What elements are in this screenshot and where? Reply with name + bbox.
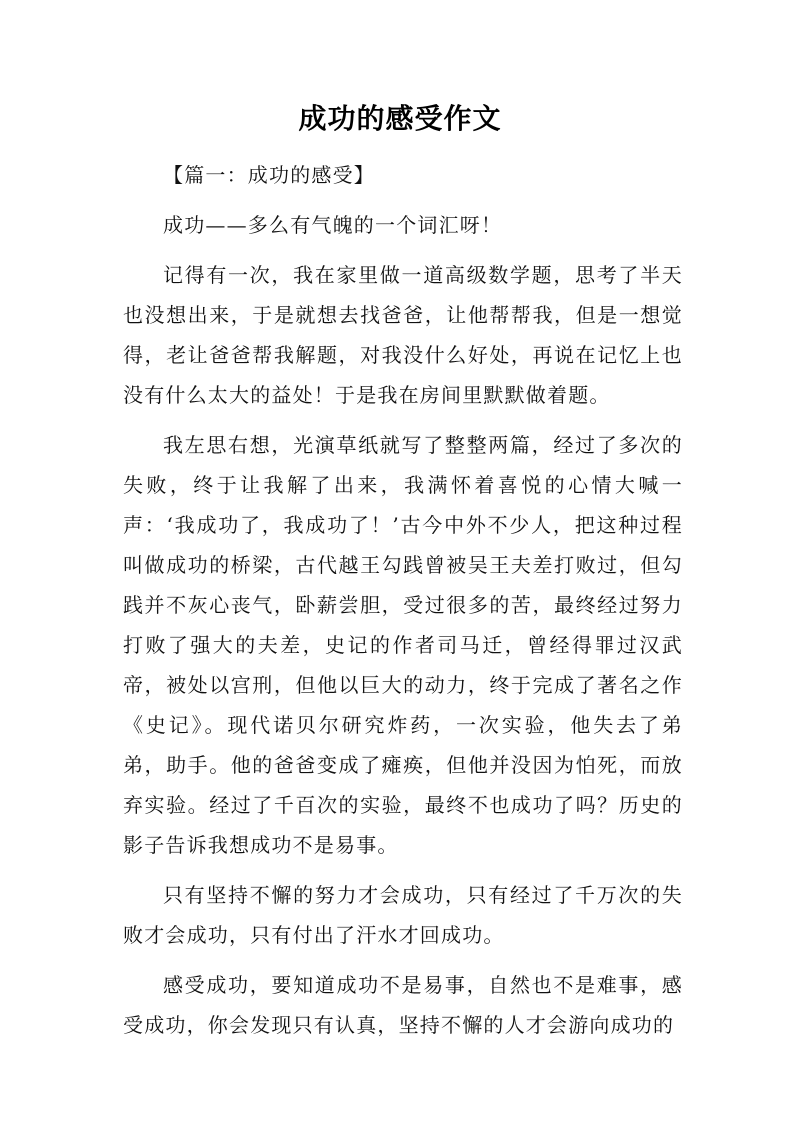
document-title: 成功的感受作文: [298, 102, 502, 135]
paragraph: 感受成功，要知道成功不是易事，自然也不是难事，感受成功，你会发现只有认真，坚持不懈的人才会游向成功的: [123, 973, 683, 1037]
paragraph: 只有坚持不懈的努力才会成功，只有经过了千万次的失败才会成功，只有付出了汗水才回成功。: [123, 883, 683, 947]
paragraph: 成功——多么有气魄的一个词汇呀！: [163, 213, 503, 237]
section-heading: 【篇一：成功的感受】: [163, 163, 375, 187]
document-body: [123, 155, 683, 1055]
paragraph: 我左思右想，光演草纸就写了整整两篇，经过了多次的失败，终于让我解了出来，我满怀着喜悦的心情大喊一声：‘我成功了，我成功了！’古今中外不少人，把这种过程叫做成功的桥梁，古代越王勾践曾被吴王夫差打败过，但勾践并不灰心丧气，卧薪尝胆，受过很多的苦，最终经过努力打败了强大的夫差，史记的作者司马迁，曾经得罪过汉武帝，被处以宫刑，但他以巨大的动力，终于完成了著名之作《史记》。现代诺贝尔研究炸药，一次实验，他失去了弟弟，助手。他的爸爸变成了瘫痪，但他并没因为怕死，而放弃实验。经过了千百次的实验，最终不也成功了吗？历史的影子告诉我想成功不是易事。: [123, 433, 683, 857]
paragraph: 记得有一次，我在家里做一道高级数学题，思考了半天也没想出来，于是就想去找爸爸，让他帮帮我，但是一想觉得，老让爸爸帮我解题，对我没什么好处，再说在记忆上也没有什么太大的益处！于是我在房间里默默做着题。: [123, 263, 683, 407]
